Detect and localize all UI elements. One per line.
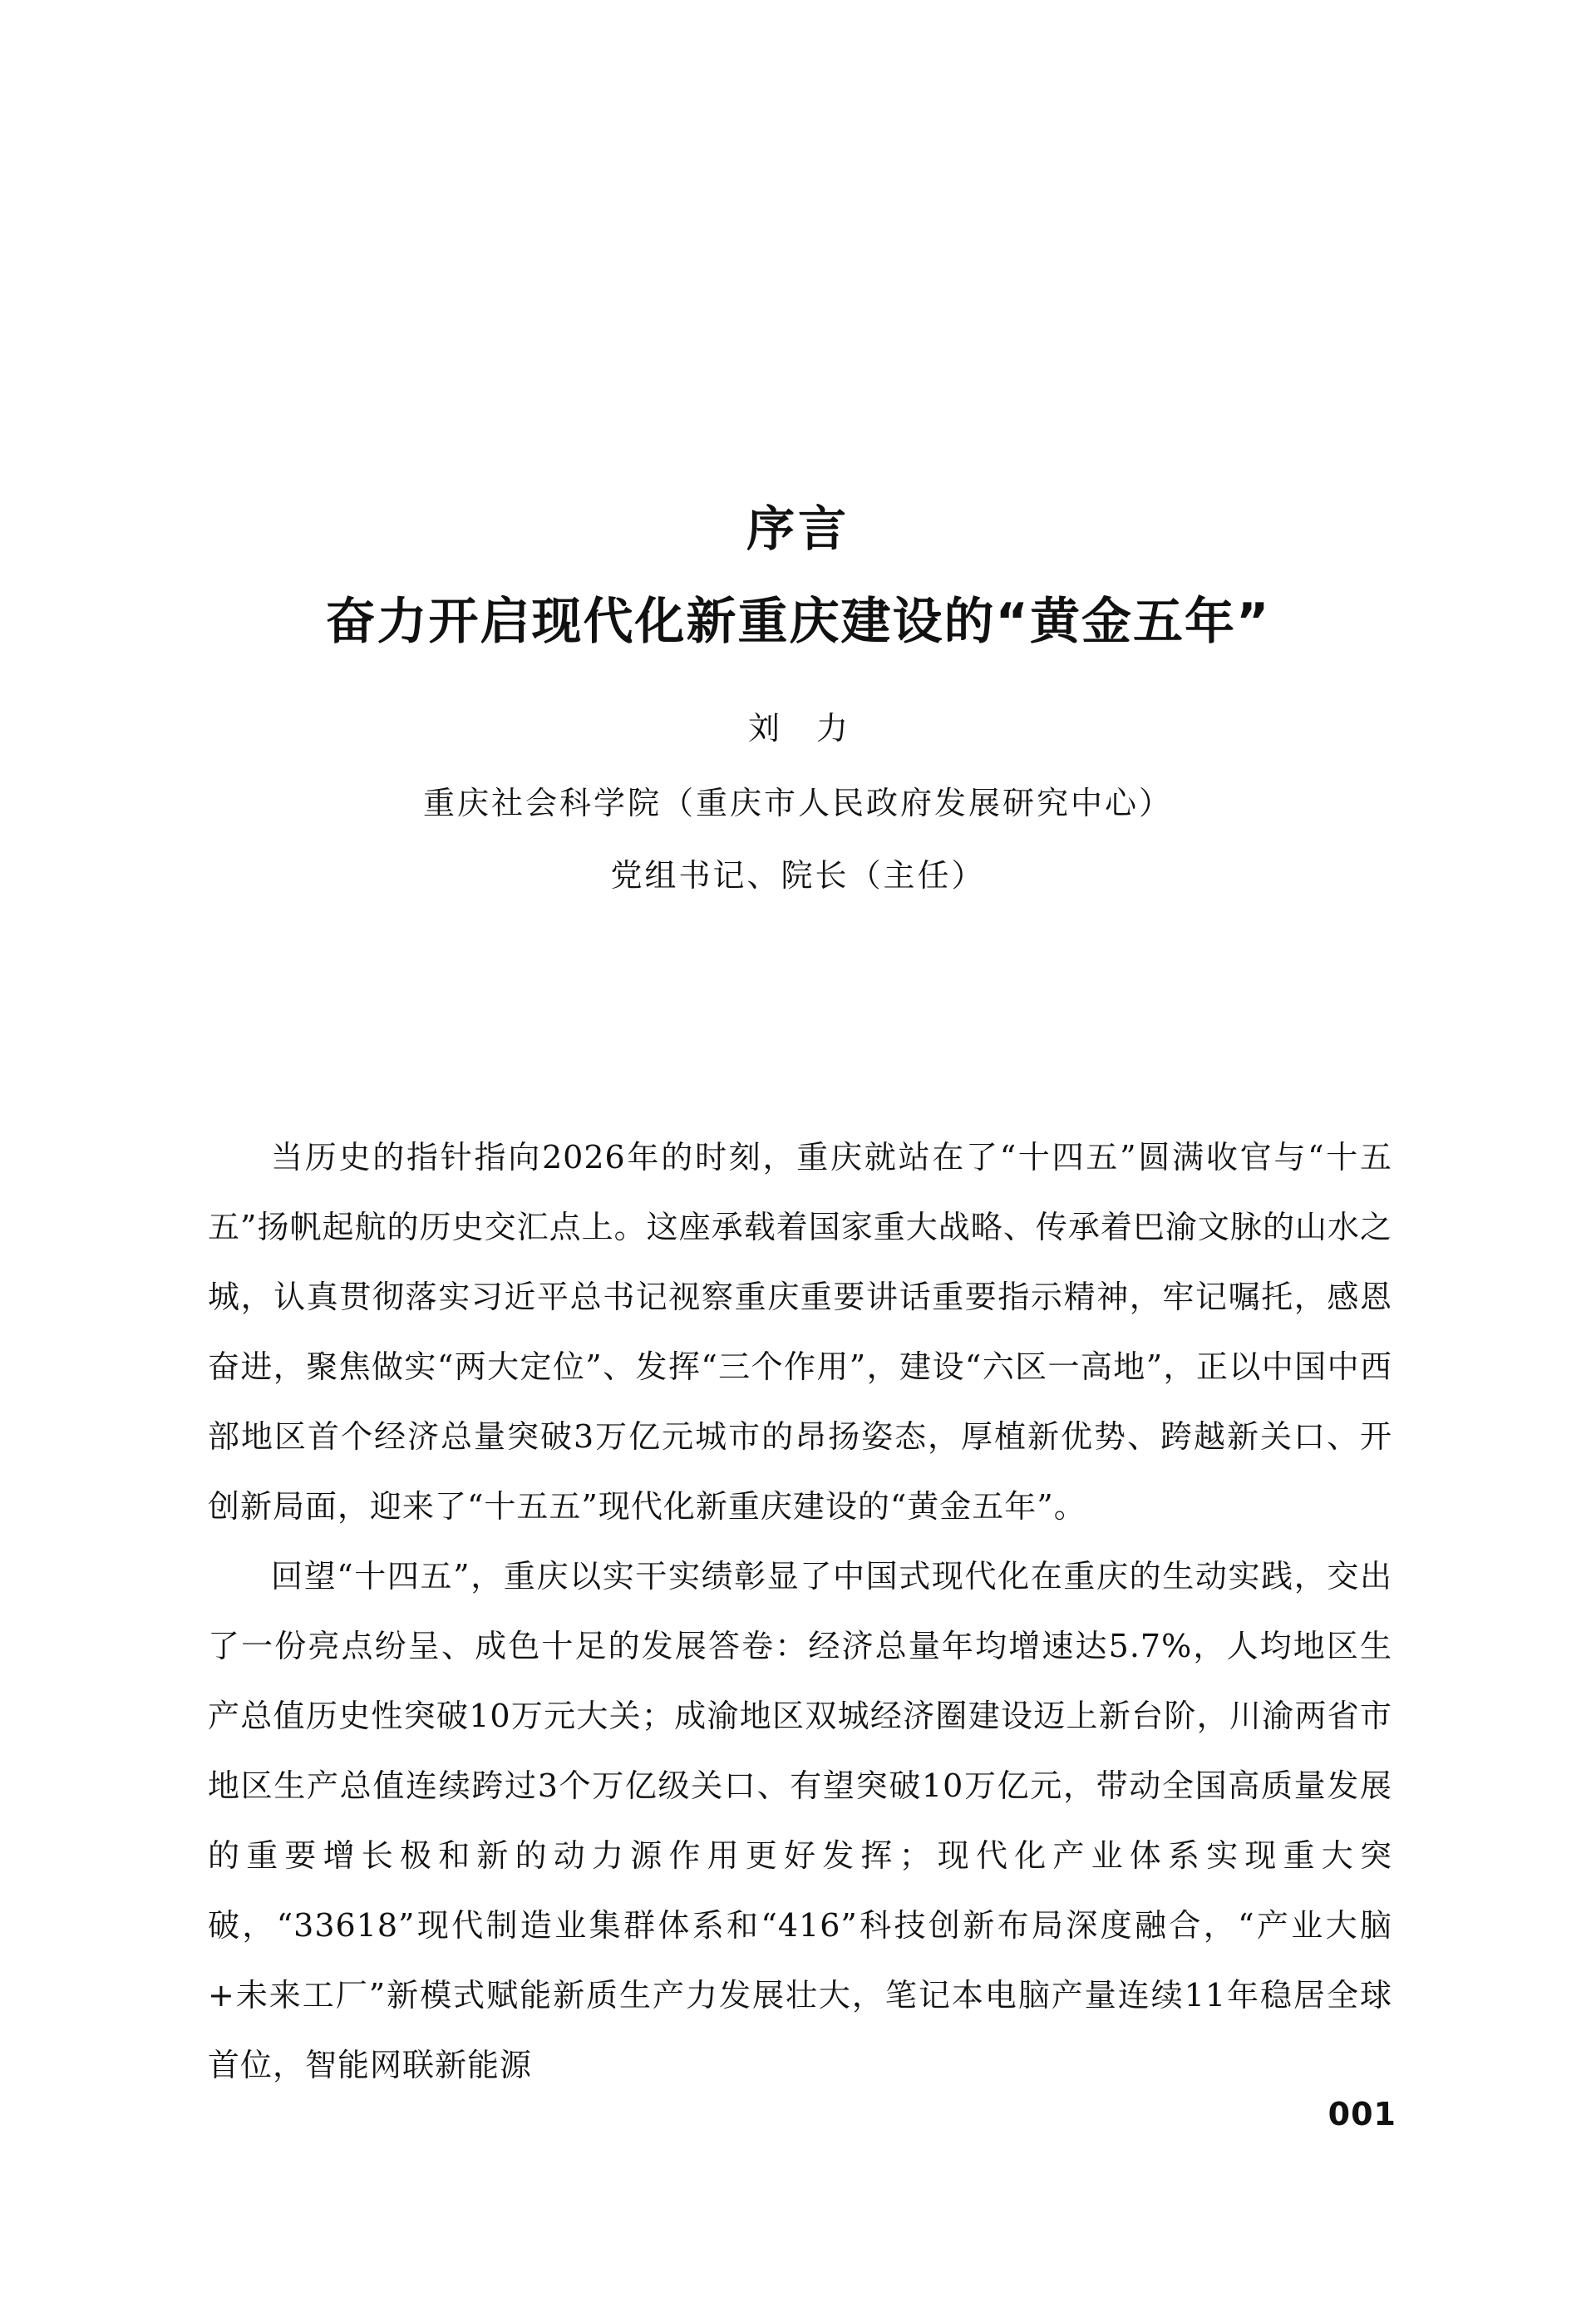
author-position: 党组书记、院长（主任） bbox=[610, 857, 986, 894]
author-name: 刘力 bbox=[747, 710, 884, 747]
main-title: 奋力开启现代化新重庆建设的“黄金五年” bbox=[325, 593, 1271, 651]
paragraph: 回望“十四五”，重庆以实干实绩彰显了中国式现代化在重庆的生动实践，交出了一份亮点纷呈、成色十足的发展答卷：经济总量年均增速达5.7%，人均地区生产总值历史性突破10万元大关；成渝地区双城经济圈建设迈上新台阶，川渝两省市地区生产总值连续跨过3个万亿级关口、有望突破10万亿元，带动全国高质量发展的重要增长极和新的动力源作用更好发挥；现代化产业体系实现重大突破，“33618”现代制造业集群体系和“416”科技创新布局深度融合，“产业大脑+未来工厂”新模式赋能新质生产力发展壮大，笔记本电脑产量连续11年稳居全球首位，智能网联新能源 bbox=[208, 1558, 1392, 2083]
page-number: 001 bbox=[1328, 2096, 1396, 2132]
body-text bbox=[208, 1122, 1392, 2100]
preface-title: 序言 bbox=[746, 500, 850, 557]
author-affiliation: 重庆社会科学院（重庆市人民政府发展研究中心） bbox=[422, 785, 1173, 821]
paragraph: 当历史的指针指向2026年的时刻，重庆就站在了“十四五”圆满收官与“十五五”扬帆起航的历史交汇点上。这座承载着国家重大战略、传承着巴渝文脉的山水之城，认真贯彻落实习近平总书记视察重庆重要讲话重要指示精神，牢记嘱托，感恩奋进，聚焦做实“两大定位”、发挥“三个作用”，建设“六区一高地”，正以中国中西部地区首个经济总量突破3万亿元城市的昂扬姿态，厚植新优势、跨越新关口、开创新局面，迎来了“十五五”现代化新重庆建设的“黄金五年”。 bbox=[208, 1139, 1392, 1525]
